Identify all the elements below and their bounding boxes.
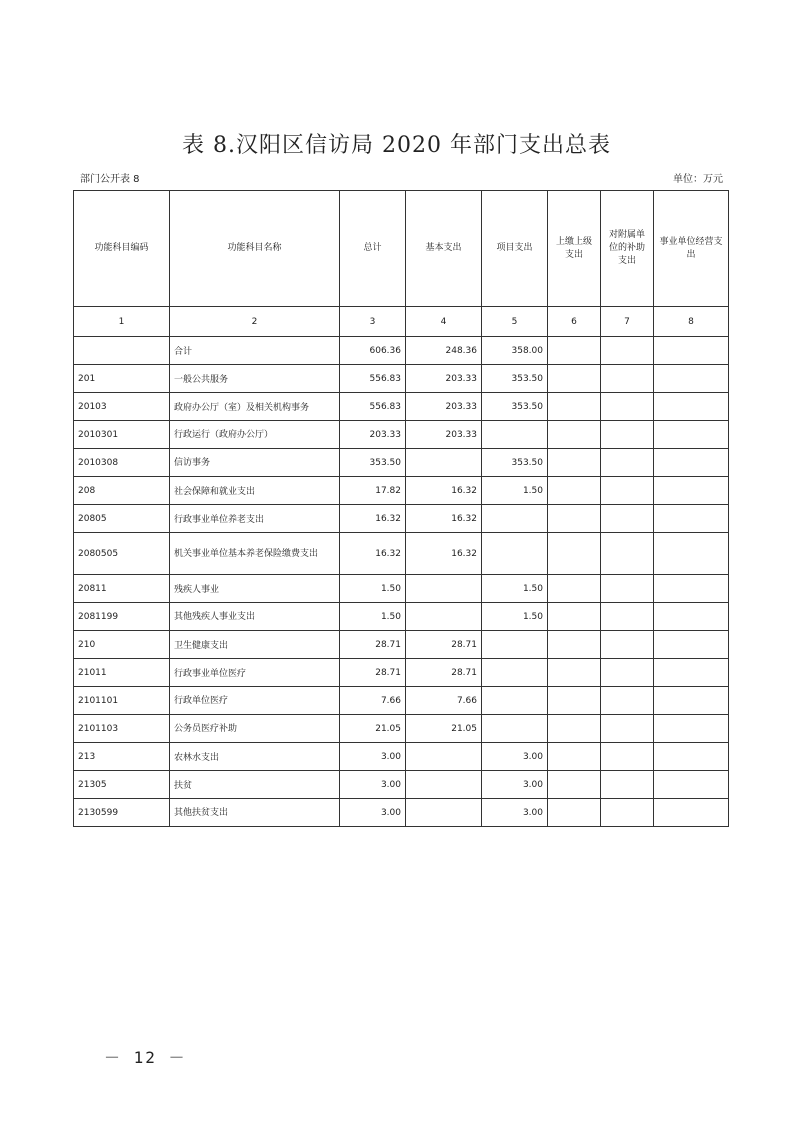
header-cell: 基本支出 [406, 191, 482, 307]
code-cell: 201 [74, 365, 170, 393]
name-cell: 公务员医疗补助 [170, 715, 340, 743]
name-cell: 行政事业单位医疗 [170, 659, 340, 687]
basic-cell: 16.32 [406, 477, 482, 505]
total-cell: 16.32 [340, 533, 406, 575]
table-row [74, 477, 729, 505]
table-row [74, 659, 729, 687]
name-cell: 行政单位医疗 [170, 687, 340, 715]
code-cell: 2010301 [74, 421, 170, 449]
name-cell: 社会保障和就业支出 [170, 477, 340, 505]
upper-cell [548, 575, 601, 603]
business-cell [654, 575, 729, 603]
column-index: 7 [601, 307, 654, 337]
header-row [74, 191, 729, 307]
header-cell: 上缴上级支出 [548, 191, 601, 307]
subsidy-cell [601, 421, 654, 449]
business-cell [654, 365, 729, 393]
code-cell: 208 [74, 477, 170, 505]
name-cell: 行政事业单位养老支出 [170, 505, 340, 533]
subsidy-cell [601, 449, 654, 477]
business-cell [654, 687, 729, 715]
name-cell: 行政运行（政府办公厅） [170, 421, 340, 449]
header-cell: 功能科目编码 [74, 191, 170, 307]
project-cell [482, 659, 548, 687]
name-cell: 政府办公厅（室）及相关机构事务 [170, 393, 340, 421]
upper-cell [548, 603, 601, 631]
header-cell: 事业单位经营支出 [654, 191, 729, 307]
project-cell [482, 687, 548, 715]
code-cell: 2130599 [74, 799, 170, 827]
subsidy-cell [601, 715, 654, 743]
business-cell [654, 631, 729, 659]
name-cell: 扶贫 [170, 771, 340, 799]
upper-cell [548, 449, 601, 477]
total-cell: 21.05 [340, 715, 406, 743]
business-cell [654, 799, 729, 827]
name-cell: 其他扶贫支出 [170, 799, 340, 827]
project-cell: 353.50 [482, 393, 548, 421]
basic-cell: 28.71 [406, 631, 482, 659]
name-cell: 其他残疾人事业支出 [170, 603, 340, 631]
header-cell: 功能科目名称 [170, 191, 340, 307]
upper-cell [548, 505, 601, 533]
project-cell: 358.00 [482, 337, 548, 365]
total-cell: 3.00 [340, 743, 406, 771]
basic-cell [406, 743, 482, 771]
total-cell: 556.83 [340, 393, 406, 421]
code-cell: 20805 [74, 505, 170, 533]
basic-cell [406, 603, 482, 631]
form-label: 部门公开表 8 [80, 174, 140, 185]
project-cell: 3.00 [482, 771, 548, 799]
code-cell: 2010308 [74, 449, 170, 477]
project-cell: 1.50 [482, 603, 548, 631]
basic-cell [406, 449, 482, 477]
table-row [74, 505, 729, 533]
code-cell: 21305 [74, 771, 170, 799]
business-cell [654, 337, 729, 365]
name-cell: 机关事业单位基本养老保险缴费支出 [170, 533, 340, 575]
project-cell: 3.00 [482, 799, 548, 827]
basic-cell: 16.32 [406, 533, 482, 575]
column-index: 2 [170, 307, 340, 337]
table-row [74, 421, 729, 449]
code-cell: 213 [74, 743, 170, 771]
subsidy-cell [601, 799, 654, 827]
subsidy-cell [601, 771, 654, 799]
page-number: － 12 － [104, 1048, 187, 1067]
table-row [74, 631, 729, 659]
table-row [74, 365, 729, 393]
upper-cell [548, 687, 601, 715]
column-index: 8 [654, 307, 729, 337]
total-cell: 556.83 [340, 365, 406, 393]
business-cell [654, 421, 729, 449]
upper-cell [548, 631, 601, 659]
total-cell: 28.71 [340, 631, 406, 659]
name-cell: 信访事务 [170, 449, 340, 477]
code-cell: 20811 [74, 575, 170, 603]
project-cell [482, 505, 548, 533]
name-cell: 农林水支出 [170, 743, 340, 771]
table-row [74, 743, 729, 771]
basic-cell: 203.33 [406, 365, 482, 393]
table-row [74, 687, 729, 715]
table-row [74, 449, 729, 477]
subsidy-cell [601, 365, 654, 393]
basic-cell: 7.66 [406, 687, 482, 715]
total-cell: 17.82 [340, 477, 406, 505]
upper-cell [548, 337, 601, 365]
code-cell: 20103 [74, 393, 170, 421]
unit-label: 单位：万元 [673, 174, 723, 185]
subsidy-cell [601, 533, 654, 575]
upper-cell [548, 365, 601, 393]
table-row [74, 715, 729, 743]
code-cell: 210 [74, 631, 170, 659]
column-index-row [74, 307, 729, 337]
project-cell: 353.50 [482, 449, 548, 477]
project-cell: 1.50 [482, 477, 548, 505]
basic-cell [406, 799, 482, 827]
basic-cell [406, 771, 482, 799]
code-cell: 2080505 [74, 533, 170, 575]
subsidy-cell [601, 743, 654, 771]
header-cell: 对附属单位的补助支出 [601, 191, 654, 307]
business-cell [654, 771, 729, 799]
project-cell: 3.00 [482, 743, 548, 771]
table-row [74, 575, 729, 603]
subsidy-cell [601, 337, 654, 365]
upper-cell [548, 659, 601, 687]
header-cell: 项目支出 [482, 191, 548, 307]
subsidy-cell [601, 631, 654, 659]
upper-cell [548, 421, 601, 449]
table-row [74, 337, 729, 365]
column-index: 3 [340, 307, 406, 337]
total-cell: 28.71 [340, 659, 406, 687]
document-title: 表 8.汉阳区信访局 2020 年部门支出总表 [182, 133, 611, 158]
column-index: 5 [482, 307, 548, 337]
table-row [74, 603, 729, 631]
total-cell: 606.36 [340, 337, 406, 365]
basic-cell: 28.71 [406, 659, 482, 687]
total-cell: 203.33 [340, 421, 406, 449]
code-cell [74, 337, 170, 365]
total-cell: 3.00 [340, 799, 406, 827]
business-cell [654, 505, 729, 533]
total-cell: 7.66 [340, 687, 406, 715]
table-row [74, 771, 729, 799]
subsidy-cell [601, 505, 654, 533]
expenditure-table [73, 190, 729, 827]
business-cell [654, 659, 729, 687]
subsidy-cell [601, 575, 654, 603]
code-cell: 21011 [74, 659, 170, 687]
project-cell [482, 533, 548, 575]
upper-cell [548, 715, 601, 743]
column-index: 1 [74, 307, 170, 337]
name-cell: 卫生健康支出 [170, 631, 340, 659]
basic-cell: 21.05 [406, 715, 482, 743]
code-cell: 2081199 [74, 603, 170, 631]
project-cell [482, 631, 548, 659]
upper-cell [548, 743, 601, 771]
business-cell [654, 533, 729, 575]
business-cell [654, 449, 729, 477]
subsidy-cell [601, 393, 654, 421]
total-cell: 1.50 [340, 575, 406, 603]
project-cell [482, 421, 548, 449]
business-cell [654, 603, 729, 631]
upper-cell [548, 799, 601, 827]
subsidy-cell [601, 477, 654, 505]
business-cell [654, 743, 729, 771]
column-index: 6 [548, 307, 601, 337]
upper-cell [548, 477, 601, 505]
header-cell: 总计 [340, 191, 406, 307]
subsidy-cell [601, 603, 654, 631]
table-row [74, 799, 729, 827]
basic-cell: 203.33 [406, 421, 482, 449]
code-cell: 2101103 [74, 715, 170, 743]
basic-cell: 16.32 [406, 505, 482, 533]
name-cell: 合计 [170, 337, 340, 365]
total-cell: 3.00 [340, 771, 406, 799]
name-cell: 残疾人事业 [170, 575, 340, 603]
upper-cell [548, 393, 601, 421]
upper-cell [548, 533, 601, 575]
name-cell: 一般公共服务 [170, 365, 340, 393]
code-cell: 2101101 [74, 687, 170, 715]
basic-cell: 203.33 [406, 393, 482, 421]
subsidy-cell [601, 687, 654, 715]
project-cell [482, 715, 548, 743]
business-cell [654, 715, 729, 743]
basic-cell: 248.36 [406, 337, 482, 365]
total-cell: 1.50 [340, 603, 406, 631]
table-row [74, 393, 729, 421]
basic-cell [406, 575, 482, 603]
business-cell [654, 393, 729, 421]
total-cell: 353.50 [340, 449, 406, 477]
subsidy-cell [601, 659, 654, 687]
table-row [74, 533, 729, 575]
total-cell: 16.32 [340, 505, 406, 533]
upper-cell [548, 771, 601, 799]
project-cell: 1.50 [482, 575, 548, 603]
project-cell: 353.50 [482, 365, 548, 393]
column-index: 4 [406, 307, 482, 337]
business-cell [654, 477, 729, 505]
